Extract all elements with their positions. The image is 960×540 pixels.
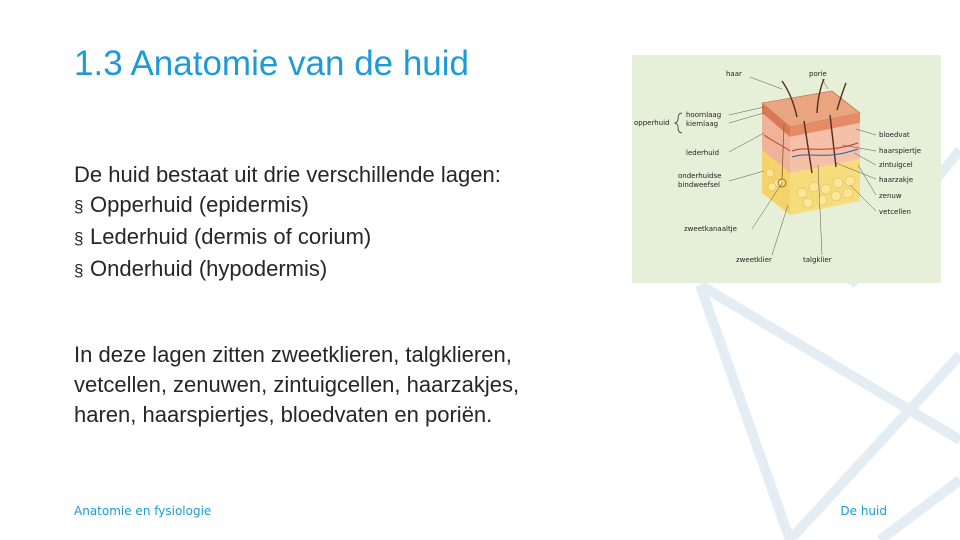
slide-body [74,160,664,430]
bullet-item [74,254,664,286]
paragraph-line: haren, haarspiertjes, bloedvaten en poriën. [74,402,493,427]
label-bloedvat: bloedvat [879,131,910,139]
label-zintuigcel: zintuigcel [879,161,913,169]
label-zweetklier: zweetklier [736,256,772,264]
label-zweetkanaaltje: zweetkanaaltje [684,225,737,233]
paragraph-text [74,340,664,430]
label-haar: haar [726,70,742,78]
label-onderhuidse: onderhuidse [678,172,722,180]
bullet-icon: § [74,197,84,216]
label-vetcellen: vetcellen [879,208,911,216]
bullet-item [74,190,664,222]
paragraph-line: vetcellen, zenuwen, zintuigcellen, haarzakjes, [74,372,520,397]
paragraph-line: In deze lagen zitten zweetklieren, talgklieren, [74,342,512,367]
label-porie: porie [809,70,827,78]
label-bindweefsel: bindweefsel [678,181,720,189]
bullet-icon: § [74,261,84,280]
bullet-icon: § [74,229,84,248]
slide-title: 1.3 Anatomie van de huid [74,44,470,83]
footer-course-title: Anatomie en fysiologie [74,504,212,518]
bullet-text: Opperhuid (epidermis) [90,192,309,217]
label-talgklier: talgklier [803,256,832,264]
label-kiemlaag: kiemlaag [686,120,719,128]
label-haarspiertje: haarspiertje [879,147,922,155]
skin-cross-section-illustration [632,55,941,283]
label-zenuw: zenuw [879,192,902,200]
label-lederhuid: lederhuid [686,149,720,157]
bullet-list [74,190,664,286]
label-opperhuid: opperhuid [634,119,670,127]
skin-diagram [632,55,941,283]
intro-text: De huid bestaat uit drie verschillende lagen: [74,162,501,187]
bullet-text: Lederhuid (dermis of corium) [90,224,372,249]
bullet-item [74,222,664,254]
label-hoornlaag: hoornlaag [686,111,722,119]
footer-chapter-title: De huid [840,504,887,518]
bullet-text: Onderhuid (hypodermis) [90,256,328,281]
label-haarzakje: haarzakje [879,176,914,184]
